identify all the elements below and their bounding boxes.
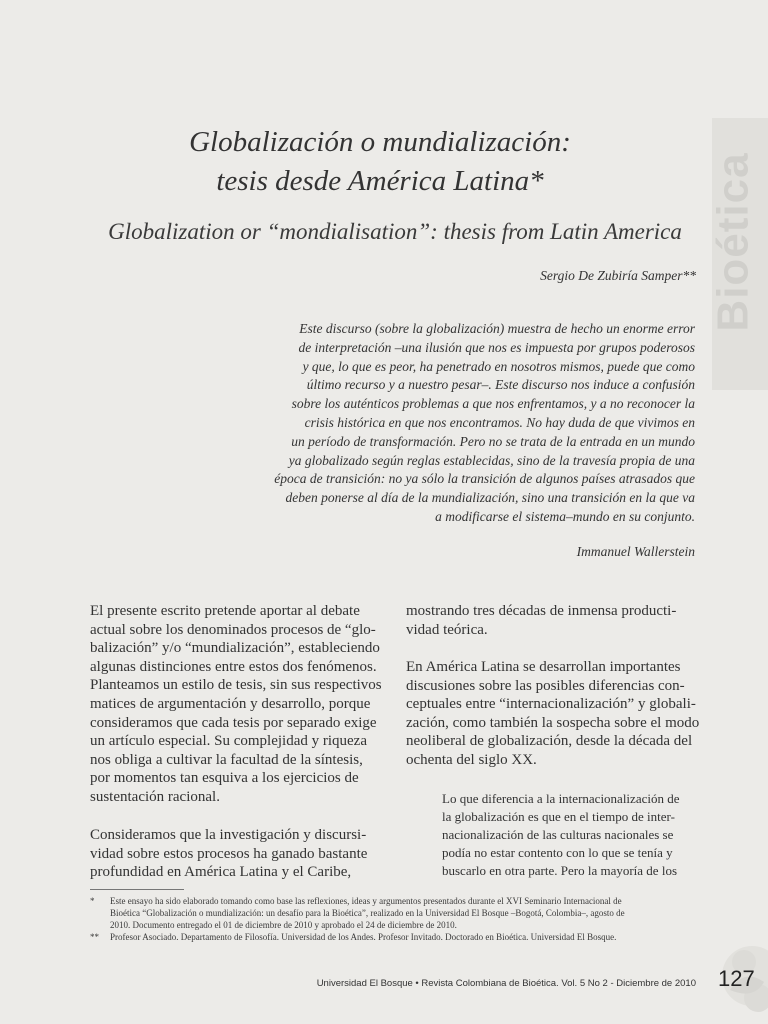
epigraph-line: un período de transformación. Pero no se trata de la entrada en un mundo	[291, 433, 695, 449]
epigraph-line: a modificarse el sistema–mundo en su conjunto.	[435, 508, 695, 524]
author-name: Sergio De Zubiría Samper**	[540, 268, 696, 283]
article-subtitle: Globalization or “mondialisation”: thesis from Latin America	[108, 219, 682, 244]
footnote-marker: **	[90, 932, 99, 942]
body-line: actual sobre los denominados procesos de “glo-	[90, 621, 376, 638]
block-quote	[442, 790, 694, 880]
body-line: un artículo especial. Su complejidad y riqueza	[90, 733, 367, 750]
body-line: neoliberal de globalización, desde la década del	[406, 733, 693, 750]
body-line: Planteamos un estilo de tesis, sin sus respectivos	[90, 677, 382, 694]
body-line: matices de argumentación y desarrollo, porque	[90, 695, 371, 712]
epigraph-line: y que, lo que es peor, ha penetrado en nosotros mismos, puede que como	[302, 358, 695, 374]
body-line: Consideramos que la investigación y discursi-	[90, 827, 367, 843]
epigraph-line: de interpretación –una ilusión que nos es impuesta por grupos poderosos	[298, 339, 695, 355]
body-line: sustentación racional.	[90, 788, 220, 805]
epigraph-attribution: Immanuel Wallerstein	[576, 544, 695, 559]
body-line: nos obliga a cultivar la facultad de la síntesis,	[90, 751, 363, 768]
article-title-line-2: tesis desde América Latina*	[216, 165, 544, 197]
body-paragraph-4	[406, 658, 700, 770]
footnote-line: Este ensayo ha sido elaborado tomando como base las reflexiones, ideas y argumentos presentados durante el XVI Seminario Internacional de	[110, 896, 622, 906]
epigraph-line: época de transición: no ya sólo la transición de algunos países atrasados que	[274, 471, 695, 487]
footnote-2	[90, 931, 700, 943]
epigraph-line: último recurso y a nuestro pesar–. Este discurso nos induce a confusión	[306, 377, 695, 393]
epigraph-line: ya globalizado según reglas establecidas, sino de la travesía propia de una	[288, 452, 695, 468]
body-line: balización” y/o “mundialización”, estableciendo	[90, 640, 380, 657]
epigraph-line: crisis histórica en que nos encontramos. No hay duda de que vivimos en	[304, 414, 695, 430]
body-line: discusiones sobre las posibles diferencias con-	[406, 677, 685, 694]
page-number: 127	[718, 966, 755, 991]
footnote-1	[90, 895, 700, 931]
body-line: consideramos que cada tesis por separado exige	[90, 714, 377, 731]
body-line: zación, como también la sospecha sobre el modo	[406, 714, 700, 731]
quote-line: nacionalización de las culturas nacionales se	[442, 827, 674, 842]
epigraph	[240, 320, 695, 527]
body-line: algunas distinciones entre estos dos fenómenos.	[90, 658, 377, 675]
body-line: mostrando tres décadas de inmensa producti-	[406, 603, 677, 619]
footnote-line: Profesor Asociado. Departamento de Filosofía. Universidad de los Andes. Profesor Invitado. Doctorado en Bioética. Universidad El Bosque.	[110, 932, 617, 942]
body-line: vidad sobre estos procesos ha ganado bastante	[90, 845, 368, 862]
body-line: profundidad en América Latina y el Caribe,	[90, 864, 352, 881]
side-tab-word	[709, 122, 759, 362]
body-paragraph-1	[90, 602, 382, 807]
article-title-line-1: Globalización o mundialización:	[189, 126, 571, 158]
footnote-line: Bioética “Globalización o mundialización: un desafío para la Bioética”, realizado en la Universidad El Bosque –Bogotá, Colombia–, agosto de	[110, 908, 625, 918]
journal-footer: Universidad El Bosque • Revista Colombiana de Bioética. Vol. 5 No 2 - Diciembre de 2010	[316, 978, 696, 989]
epigraph-line: Este discurso (sobre la globalización) muestra de hecho un enorme error	[299, 321, 695, 336]
epigraph-line: sobre los auténticos problemas a que nos enfrentamos, y a no reconocer la	[291, 396, 695, 412]
quote-line: buscarlo en otra parte. Pero la mayoría de los	[442, 863, 677, 878]
footnote-marker: *	[90, 896, 95, 906]
body-paragraph-3	[406, 602, 696, 639]
body-line: por momentos tan esquiva a los ejercicios de	[90, 770, 359, 787]
body-paragraph-2	[90, 826, 382, 882]
footnote-divider	[90, 889, 184, 890]
body-line: El presente escrito pretende aportar al debate	[90, 603, 360, 619]
body-line: ceptuales entre “internacionalización” y globali-	[406, 696, 696, 713]
quote-line: Lo que diferencia a la internacionalización de	[442, 791, 680, 806]
body-line: vidad teórica.	[406, 621, 488, 638]
side-tab-label: Bioética	[709, 152, 759, 332]
body-line: ochenta del siglo XX.	[406, 751, 537, 768]
quote-line: la globalización es que en el tiempo de inter-	[442, 809, 675, 824]
footnotes	[90, 895, 700, 943]
body-line: En América Latina se desarrollan importantes	[406, 659, 681, 675]
epigraph-line: deben ponerse al día de la mundialización, sino una transición en la que va	[285, 490, 695, 506]
footnote-line: 2010. Documento entregado el 01 de diciembre de 2010 y aprobado el 24 de diciembre de 2010.	[110, 920, 457, 930]
quote-line: podía no estar contento con lo que se tenía y	[442, 845, 673, 860]
